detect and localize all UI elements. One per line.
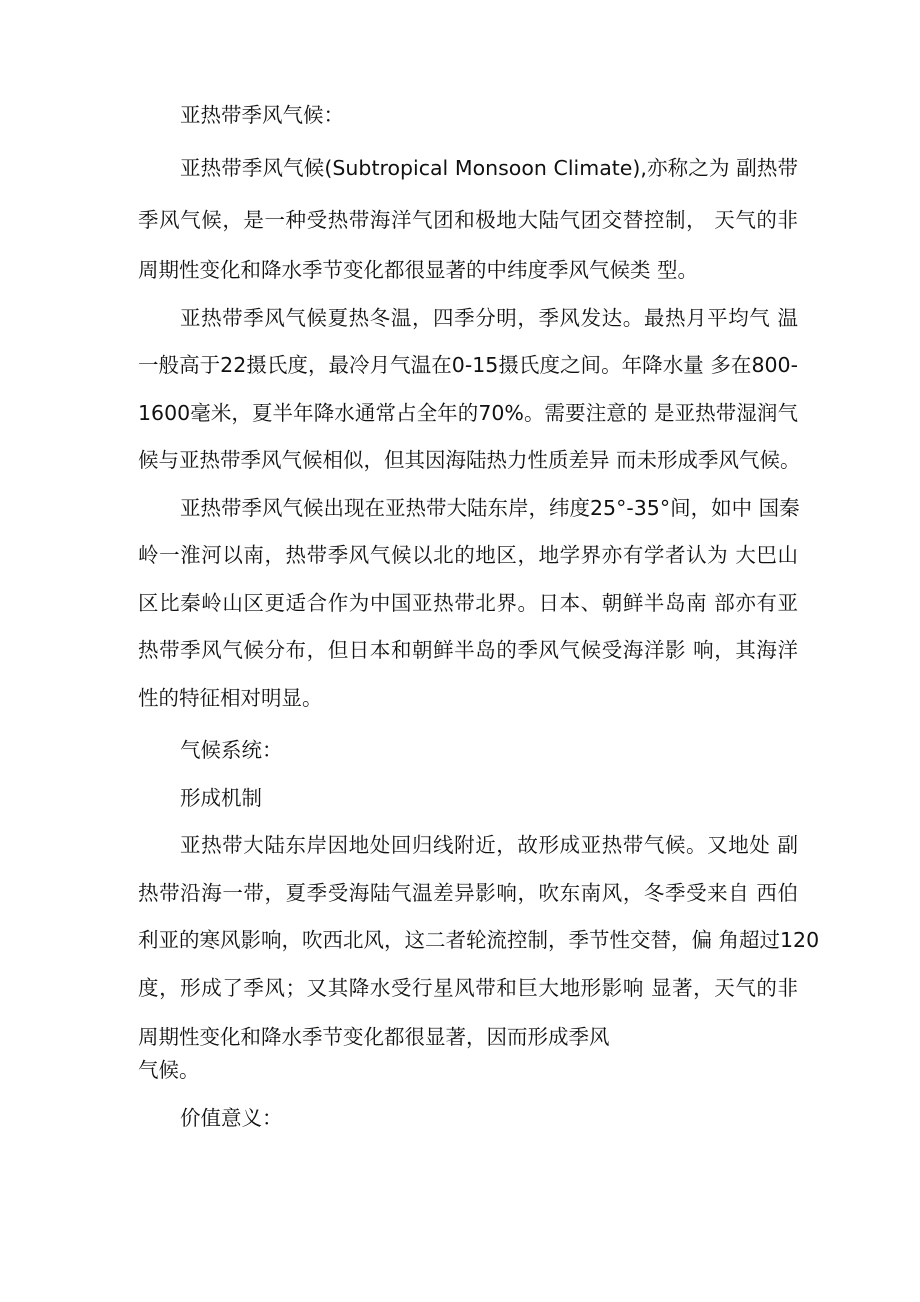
paragraph-line: 候与亚热带季风气候相似，但其因海陆热力性质差异 而未形成季风气候。 — [138, 448, 801, 472]
heading-value-significance: 价值意义： — [180, 1106, 283, 1130]
paragraph-line: 热带沿海一带，夏季受海陆气温差异影响，吹东南风，冬季受来自 西伯 — [138, 881, 798, 905]
paragraph-line: 一般高于22摄氏度，最冷月气温在0-15摄氏度之间。年降水量 多在800- — [138, 353, 798, 377]
paragraph-line: 周期性变化和降水季节变化都很显著的中纬度季风气候类 型。 — [138, 258, 699, 282]
heading-formation-mechanism: 形成机制 — [180, 786, 262, 810]
paragraph-line: 亚热带季风气候夏热冬温，四季分明，季风发达。最热月平均气 温 — [180, 306, 798, 330]
paragraph-line: 热带季风气候分布，但日本和朝鲜半岛的季风气候受海洋影 响，其海洋 — [138, 638, 798, 662]
heading-subtropical-monsoon: 亚热带季风气候： — [180, 103, 344, 127]
paragraph-line: 利亚的寒风影响，吹西北风，这二者轮流控制，季节性交替，偏 角超过120 — [138, 928, 820, 952]
paragraph-line: 亚热带季风气候出现在亚热带大陆东岸，纬度25°-35°间，如中 国秦 — [180, 496, 800, 520]
paragraph-line: 性的特征相对明显。 — [138, 686, 323, 710]
paragraph-line: 周期性变化和降水季节变化都很显著，因而形成季风 — [138, 1025, 610, 1049]
paragraph-line: 1600毫米，夏半年降水通常占全年的70%。需要注意的 是亚热带湿润气 — [138, 401, 798, 425]
heading-climate-system: 气候系统： — [180, 738, 283, 762]
paragraph-line: 季风气候，是一种受热带海洋气团和极地大陆气团交替控制， 天气的非 — [138, 208, 798, 232]
paragraph-line: 亚热带大陆东岸因地处回归线附近，故形成亚热带气候。又地处 副 — [180, 833, 798, 857]
paragraph-line: 岭一淮河以南，热带季风气候以北的地区，地学界亦有学者认为 大巴山 — [138, 543, 798, 567]
paragraph-line: 区比秦岭山区更适合作为中国亚热带北界。日本、朝鲜半岛南 部亦有亚 — [138, 591, 798, 615]
paragraph-line: 气候。 — [138, 1058, 200, 1082]
paragraph-line: 度，形成了季风；又其降水受行星风带和巨大地形影响 显著，天气的非 — [138, 976, 798, 1000]
paragraph-line: 亚热带季风气候(Subtropical Monsoon Climate),亦称之为 副热带 — [180, 156, 798, 180]
